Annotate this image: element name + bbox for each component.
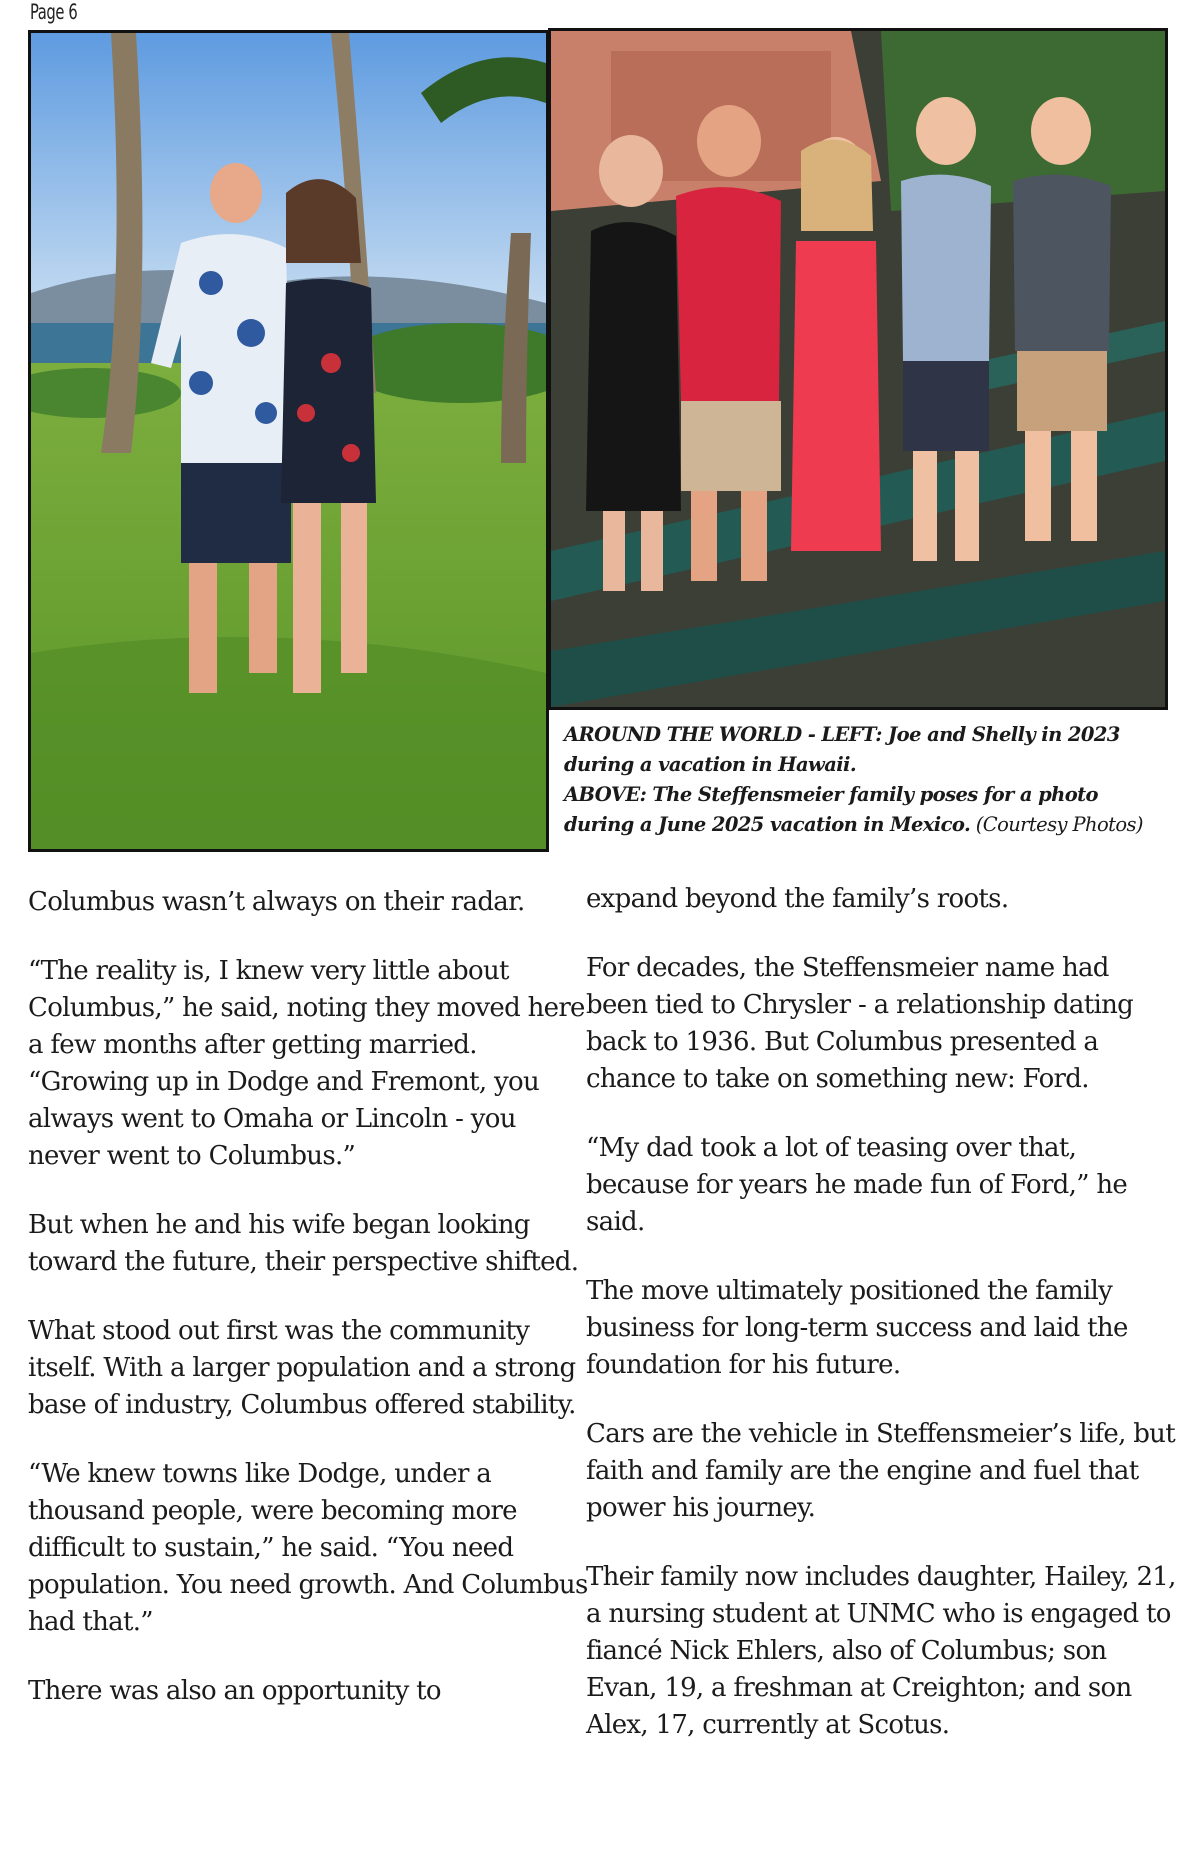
paragraph: There was also an opportunity to (28, 1676, 441, 1706)
caption-line-3: ABOVE: The Steffensmeier family poses for a photo (564, 783, 1098, 806)
paragraph: Their family now includes daughter, Hailey, 21, a nursing student at UNMC who is engaged to fiancé Nick Ehlers, also of Columbus; son Evan, 19, a freshman at Creighton; and son Alex, 17, currently at Scotus. (586, 1562, 1176, 1740)
paragraph: expand beyond the family’s roots. (586, 884, 1009, 914)
paragraph: “We knew towns like Dodge, under a thousand people, were becoming more difficult to sustain,” he said. “You need population. You need growth. And Columbus had that.” (28, 1459, 588, 1637)
paragraph: “My dad took a lot of teasing over that, because for years he made fun of Ford,” he said. (586, 1133, 1128, 1237)
caption-credit: (Courtesy Photos) (970, 813, 1143, 836)
caption-line-4-main: during a June 2025 vacation in Mexico. (564, 813, 971, 836)
caption-line-4 (564, 810, 1164, 840)
caption-line-1: AROUND THE WORLD - LEFT: Joe and Shelly in 2023 (564, 723, 1120, 746)
photo-family-mexico-image (551, 31, 1165, 707)
caption-line-2: during a vacation in Hawaii. (564, 753, 857, 776)
page-number: Page 6 (30, 0, 78, 24)
paragraph: “The reality is, I knew very little about Columbus,” he said, noting they moved here a few months after getting married. “Growing up in Dodge and Fremont, you always went to Omaha or Lincoln - you never went to Columbus.” (28, 956, 585, 1171)
article-column-left (28, 884, 588, 1742)
paragraph: Columbus wasn’t always on their radar. (28, 887, 525, 917)
photo-couple-hawaii (28, 30, 549, 852)
photo-couple-hawaii-image (31, 33, 546, 849)
paragraph: But when he and his wife began looking toward the future, their perspective shifted. (28, 1210, 579, 1277)
paragraph: For decades, the Steffensmeier name had been tied to Chrysler - a relationship dating back to 1936. But Columbus presented a chance to take on something new: Ford. (586, 953, 1134, 1094)
article-column-right (586, 881, 1176, 1776)
paragraph: Cars are the vehicle in Steffensmeier’s life, but faith and family are the engine and fuel that power his journey. (586, 1419, 1175, 1523)
photo-caption (564, 720, 1164, 840)
paragraph: What stood out first was the community itself. With a larger population and a strong base of industry, Columbus offered stability. (28, 1316, 576, 1420)
photo-family-mexico (548, 28, 1168, 710)
paragraph: The move ultimately positioned the family business for long-term success and laid the foundation for his future. (586, 1276, 1128, 1380)
